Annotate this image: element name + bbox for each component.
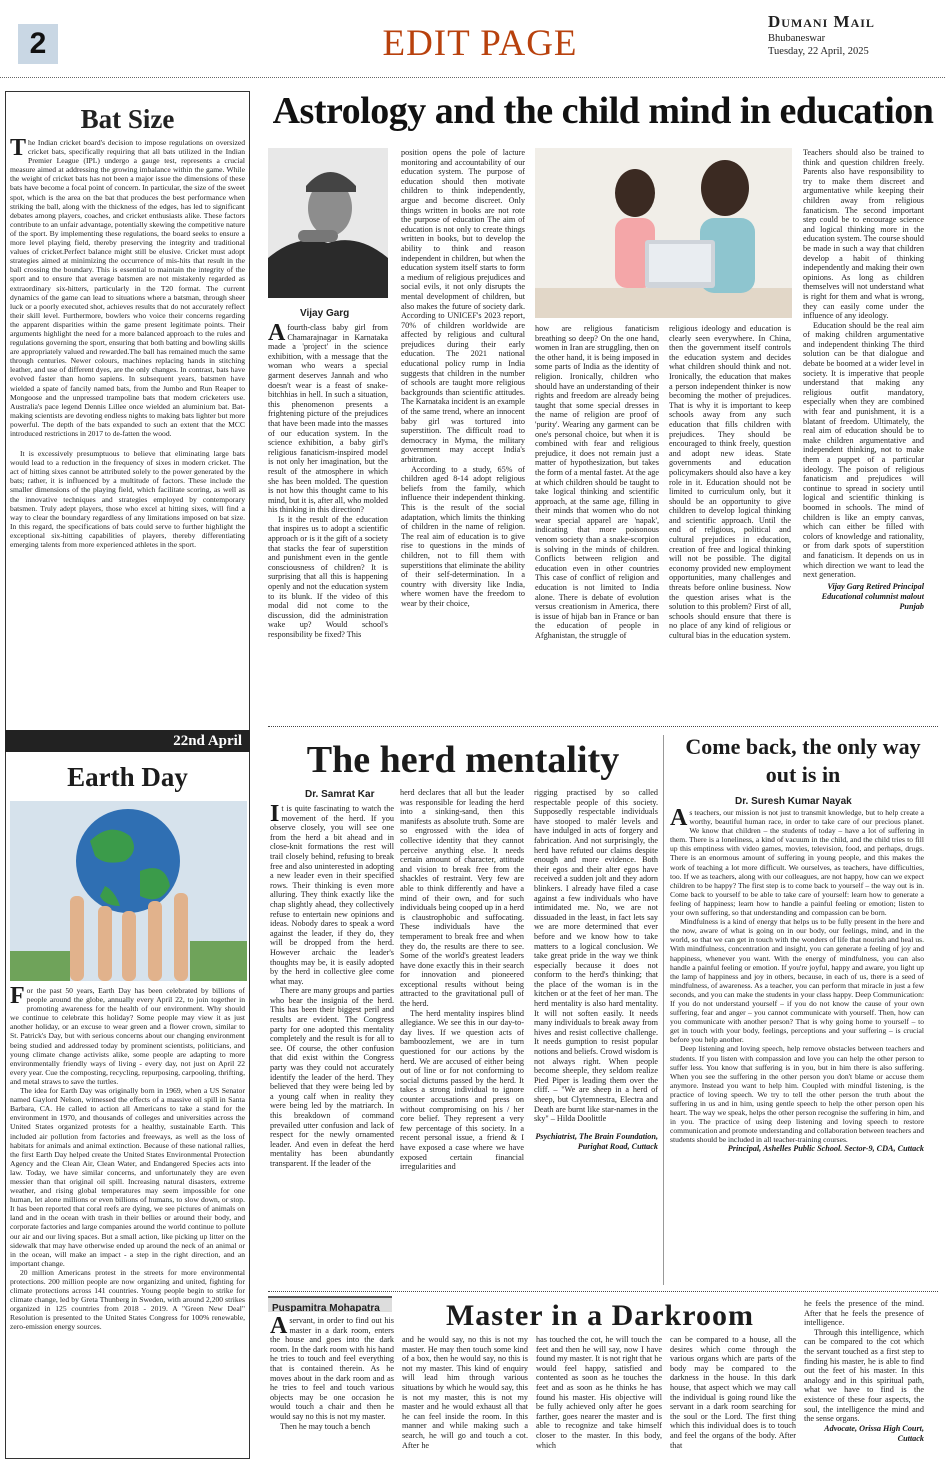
city: Bhubaneswar bbox=[768, 33, 826, 44]
come-back-signature: Principal, Ashelles Public School. Sector-9, CDA, Cuttack bbox=[727, 1144, 924, 1154]
come-back-headline: Come back, the only way out is in bbox=[685, 734, 921, 787]
astrology-col-1 bbox=[268, 323, 388, 720]
master-para: can be compared to a house, all the desires which come through the various organs which are parts of the body may be compared to the darkness in the house. In this dark house, that aspect which we may call the individual is going round like the servant in a dark room searching for the soul or the Lord. The first thing which this individual does is to touch and feel the organs of the body. After that bbox=[670, 1335, 796, 1450]
master-para: and he would say, no this is not my master. He may then touch some kind of a box, then he would say, no this is not my master. This kind of enquiry will lead him through various situations by which he would say, this is not my master, this is not my master and he would exhaust all that he can feel inside the room. In this manner and while making such a search, he will go and touch a cot. After he bbox=[402, 1335, 528, 1450]
astrology-para: Teachers should also be trained to think and question children freely. Parents also have responsibility to try to make them discreet and argumentative while keeping their children away from religious fanaticism. The second important step could be to encourage science and logical thinking more in the education system. The course should be made in such a way that children develop a habit of thinking independently and making their own opinions. As long as children themselves will not understand what is right for them and what is wrong, they can easily come under the influence of any ideology. bbox=[803, 148, 924, 321]
herd-para: There are many groups and parties who bear the insignia of the herd. This has been their biggest peril and results are evident. The Congress party for one adopted this mentality completely and the result is for all to see. Of course, the other confusion that did exist within the Congress party was they could not accurately identify the leader of the herd. They believed that they were being led by a young calf when in reality they were being led by the matriarch. In this breakdown of command prevailed utter confusion and lack of respect for the newly ornamented leader. And even in defeat the herd mentality has been abundantly transparent. If the leader of the bbox=[270, 986, 394, 1168]
astrology-signature: Vijay Garg Retired Principal Educational columnist malout Punjab bbox=[821, 581, 924, 611]
astrology-para: how are religious fanaticism breathing so deep? On the one hand, women in Iran are struggling, then on the other hand, it is being imposed in some parts of India as the identity of religion. Ironically, children who should have an understanding of their rights and freedom are already being taught that some special dresses in the name of religion are proof of 'purity'. Wearing any garment can be one's personal choice, but when it is combined with fear and religious prejudice, it does not remain just a matter of hypothesization, but takes the form of a mental fastet. At the age at which children should be taught to take logical thinking and scientific approach, at the same age, filling in their minds that women who do not wear special apparel are 'napak', indicating that more poisonous venom society than a snake-scorpion is solving in the minds of children. Conflicts between religion and education even in other countries This case of conflict of religion and education is not limited to India alone. There is debate of evolution versus creationism in America, there is issue of hijab ban in France or ban the education of people in Afghanistan, the struggle of bbox=[535, 324, 659, 640]
herd-para: The herd mentality inspires blind allegiance. We see this in our day-to-day lives. If we question acts of bamboozlement, we are in turn questioned for our actions by the herd. We are accused of either being out of line or for not conforming to social dictums passed by the herd. It takes a strong individual to ignore counter accusations and press on without compromising on his / her core belief. They represent a very few percentage of this society. In a recent personal issue, a friend & I have exposed a case where we have exposed certain financial irregularities and bbox=[400, 1008, 524, 1172]
astrology-para: According to a study, 65% of children aged 8-14 adopt religious beliefs from the family, which influence their independent thinking. This is the result of the social adaptation, which limits the thinking of children in the name of religion. The real aim of education is to give rise to questions in the minds of children, not to fill them with superstitions that eliminate the ability of their self-determination. In a country with diversity like India, where women have the freedom to wear by their choice, bbox=[401, 464, 525, 608]
masthead bbox=[768, 12, 938, 72]
master-col-5 bbox=[804, 1299, 924, 1461]
astrology-col-3 bbox=[535, 324, 659, 720]
lower-divider bbox=[268, 1291, 938, 1292]
master-col-4 bbox=[670, 1335, 796, 1461]
earth-day-article bbox=[10, 986, 245, 1456]
herd-headline: The herd mentality bbox=[306, 739, 620, 781]
earth-day-para-1: For the past 50 years, Earth Day has been celebrated by billions of people around the globe, annually every April 22, to join together in promoting awareness for the health of our environment. Why should we continue to celebrate this holiday? Some people may view it as just another holiday, or an excuse to wear green and a flower crown, similar to St. Patrick's Day, but with serious concerns about our changing environment being studied and addressed today by prominent scientists, politicians, and young climate change activists alike, some people are adapting to more environmentally friendly ways of living - every day, not just on April 22 every year. Cue the composting, recycling, repurposing, carpooling, thrifting, and metal straws to save the turtles. bbox=[10, 986, 245, 1086]
date: Tuesday, 22 April, 2025 bbox=[768, 46, 869, 57]
master-signature: Advocate, Orissa High Court, Cuttack bbox=[824, 1423, 924, 1443]
globe-hands-illustration bbox=[10, 801, 247, 981]
astrology-para: Afourth-class baby girl from Chamarajnagar in Karnataka made a 'project' in the science exhibition, with a message that the woman who wears a special garment deserves Jannah and who doesn't wear is a feast of snake-bitchhias in hell. In such a situation, this phenomenon presents a frightening picture of the prejudices that have been made into the masses of our education system. In the science exhibition, a baby girl's religious fanaticism-inspired model is not only her imagination, but the result of the atmosphere in which she has been molded. The question is not how this thought came to his mind, but it is, after all, who molded his thinking in this direction? bbox=[268, 323, 388, 515]
astrology-col-4 bbox=[669, 324, 791, 720]
earth-day-date-bar: 22nd April bbox=[5, 730, 250, 752]
master-author: Puspamitra Mohapatra bbox=[272, 1303, 380, 1312]
master-para: has touched the cot, he will touch the feet and then he will say, now I have found my master. It is not right that he would feel happy, satisfied and contented as soon as he touches the feet and as soon as he thinks he has found his master. His objective will be fully achieved only after he goes farther, goes nearer the master and is able to recognize and take himself closer to the master. In this body, which bbox=[536, 1335, 662, 1450]
master-para: Then he may touch a bench bbox=[280, 1421, 371, 1431]
page-number: 2 bbox=[18, 24, 58, 64]
come-back-author: Dr. Suresh Kumar Nayak bbox=[735, 796, 852, 807]
master-para: he feels the presence of the mind. After that he feels the presence of intelligence. bbox=[804, 1299, 924, 1328]
earth-day-para-3: 20 million Americans protest in the streets for more environmental protections. 200 million people are now organizing and united, fighting for climate protections across 141 countries. Young people begin to strike for climate change, led by Greta Thunberg in Sweden, with around 2,200 strikes organized in 125 countries from 2018 - 2019. A "Green New Deal" Resolution is presented to the United States Congress for 100% renewable, zero-emission energy sources. bbox=[10, 1267, 245, 1332]
astrology-para: Education should be the real aim of making children argumentative and independent thinking The third solution can be that dialogue and debate be boomed at a wider level in society. It is imperative that people understand that making any religious outfit mandatory, especially when they are combined with fear and punishment, it is a blatant of freedom. Ultimately, the real aim of education should be to make children argumentative and independent thinking, not to make them a puppet of a particular ideology. The poison of religious fanaticism and prejudices will continue to spread in society until logical and scientific thinking is boomed in schools. The mind of children is like an empty canvas, which can either be filled with colors of knowledge and rationality, or from dark spots of superstition and fanaticism. It depends on us in which direction we want to lead the next generation. bbox=[803, 320, 924, 580]
header-divider bbox=[0, 77, 945, 78]
earth-day-title: Earth Day bbox=[67, 762, 188, 792]
herd-author: Dr. Samrat Kar bbox=[305, 789, 375, 800]
astrology-para: Is it the result of the education that inspires us to adopt a scientific approach or is it the gift of a society that stacks the fear of superstition and punishment even in the gentle consciousness of children? It is surprising that all this is happening openly and not the education system to its blunk. If the video of this modal did not come to the discussion, did the administration wake up? Would school's responsibility be fixed? This bbox=[268, 514, 388, 639]
bat-size-para-2: It is excessively presumptuous to believe that eliminating large bats would lead to a reduction in the frequency of sixes in modern cricket. The act of hitting sixes cannot be attributed solely to the power generated by the bats; rather, it is influenced by a multitude of factors. These include the smaller dimensions of the playing field, which facilitate scoring, as well as the innovative techniques and strategies employed by contemporary batsmen. Truly adept players, those who excel at hitting sixes, will find a way to clear the boundary regardless of any limitations imposed on bat size. In this regard, the specifications of bats could serve to further highlight the exceptional six-hitting capabilities of players, thereby differentiating emerging talents from more experienced athletes in the sport. bbox=[10, 449, 245, 550]
earth-day-photo bbox=[10, 801, 247, 981]
master-col-3 bbox=[536, 1335, 662, 1461]
mid-divider bbox=[268, 726, 938, 727]
bat-size-para-1: The Indian cricket board's decision to impose regulations on oversized cricket bats, specifically requiring that all bats utilized in the Indian Premier League (IPL) undergo a gauge test, represents a crucial measure aimed at addressing the growing imbalance within the game. While the weight of cricket bats has not been a major issue the dimensions of these bats have become a focal point of concern. In particular, the size of the sweet spot, which is the area on the bat that produces the best performance when striking the ball, along with the thickness of the edges, has led to significant debates among players, coaches, and cricket enthusiasts alike. These factors contribute to an unfair advantage, potentially skewing the competitive nature of the sport. By implementing these regulations, the board seeks to ensure a more level playing field, thereby preserving the integrity and traditional values of cricket.Perfect balance might still be elusive. Cricket must adopt strategies aimed at minimizing the occurrence of mis-hits that result in the ball crossing the boundary. This is essential to maintain the integrity of the sport and to ensure that average batsmen are not mistakenly regarded as extraordinary six-hitters, particularly in the T20 format. The current dynamics of the game can lead to situations where a batsman, through sheer luck or a poorly executed shot, achieves results that do not accurately reflect their skill level. Furthermore, bowlers who voice their concerns regarding the apparent disparities within the game present legitimate points. Their arguments highlight the need for a more balanced approach to the rules and regulations governing the sport, ensuring that both batting and bowling skills are appropriately valued and rewarded.The ball has remained much the same through centuries. Newer colours, machines replacing hands in stitching leather, and use of different dyes, are the only changes. In contrast, bats have evolved faster than homo sapiens. In subsequent years, batsmen have wielded a spate of fancily named bats, from the Jumbo and Run Reaper to Mongoose and the unpressed trampoline bats that modern cricketers use. Australia's pace legend Dennis Lillee once wielded an aluminium bat. Bat-making scientists are devoting endless nights to making bats lighter but more powerful. The depth of the bats expanded to such an extent that the MCC introduced restrictions in 2017 to de-fatten the wood. bbox=[10, 135, 245, 438]
come-back-article bbox=[670, 808, 924, 1286]
come-back-para: As teachers, our mission is not just to transmit knowledge, but to help create a worthy, beautiful human race, in order to take care of our precious planet. We know that children – the students of today – have a lot of suffering in them. There is a loneliness, a kind of vacuum in the child, and the child tries to fill up this emptiness with video games, movies, television, food, and perhaps, drugs. There is an enormous amount of suffering in young people, and this makes the work of teaching a lot more difficult. We ourselves, as teachers, have difficulties, too. If we as teachers, along with our colleagues, are not happy, how can we expect children to be happy? The first step is to come back to yourself – the way out is in. Come back to yourself to be able to take care of yourself: learn how to generate a feeling of happiness; learn how to handle a painful feeling or emotion; listen to your own suffering, so that understanding and compassion can be born. bbox=[670, 808, 924, 918]
master-author-bar bbox=[268, 1296, 392, 1312]
herd-signature: Psychiatrist, The Brain Foundation, Purighat Road, Cuttack bbox=[535, 1131, 658, 1151]
herd-col-3 bbox=[534, 788, 658, 1286]
bat-size-title: Bat Size bbox=[80, 104, 175, 134]
teacher-child-illustration bbox=[535, 148, 792, 318]
come-back-para: Deep listening and loving speech, help remove obstacles between teachers and students. If you listen with compassion and love you can help the other person to suffer less. You know that suffering is in you, but in him there is also suffering. When you see the suffering in the other person you don't blame or accuse them anymore. Instead you want to help him. Coupled with mindful listening, is the practice of loving speech. We try to tell the other person the truth about the suffering in us and in him, using gentle speech to help the other person open his heart. The way we speak, helps the other person recognise the suffering in him, and in you. The practice of using deep listening and loving speech to restore communication and promote understanding and collaboration between teachers and students should be included in all teacher-training courses. bbox=[670, 1044, 924, 1145]
teacher-child-photo bbox=[535, 148, 792, 318]
earth-day-para-2: The idea for Earth Day was originally born in 1969, when a US Senator named Gaylord Nelson, witnessed the effects of a massive oil spill in Santa Barbara, CA. He called to action all Americans to take a stand for the environment in 1970, and thousands of colleges and universities across the United States organized protests for a healthy, sustainable Earth. This included air pollution from factories and freeways, as well as the loss of habitats for animals and animal extinction. Because of these national rallies, the first Earth Day helped create the United States Environmental Protection Agency and the Clean Air, Clean Water, and Endangered Species acts into law. Today, we have similar concerns, and unfortunately they are even messier than that original oil spill. Increasing natural disasters, extreme weather, and rising global temperatures may seem impossible for one human, let alone millions or even billions of humans, to slow down, or stop. It has been reported that coral reefs are dying, we see pictures of animals on land and in the ocean with trash in their bellies or around their body, and corporate factories and large companies around the world continue to pollute our air and our living spaces. But a small action, like picking up litter on the sidewalk that may have otherwise ended up around the neck of an animal or in the ocean, will make an impact - a step in the right direction, and an important change. bbox=[10, 1086, 245, 1268]
author-photo bbox=[268, 148, 388, 298]
herd-col-2 bbox=[400, 788, 524, 1286]
bat-size-article bbox=[10, 96, 245, 722]
master-headline: Master in a Darkroom bbox=[445, 1299, 755, 1332]
astrology-para: religious ideology and education is clearly seen everywhere. In China, then the government itself controls the education system and decides what children should think and not. Ironically, the education that makes a person independent thinker is now becoming the mother of prejudices. That is why it is important to keep schools away from any such education that fills children with prejudices. They should be encouraged to think freely, question and adopt new ideas. State governments and education policymakers should also have a key role in it. Education should not be limited to curriculum only, but it should be an opportunity to give children to develop logical thinking and scientific approach. Until the end of religious, political and cultural prejudices in education, creation of free and logical thinking will not be possible. The digital economy provided new employment opportunities, many challenges and threats before online business. Now the question arises what is the solution to this problem? First of all, schools should ensure that there is no place of any kind of religious or cultural bias in the education system. bbox=[669, 324, 791, 640]
master-col-1 bbox=[270, 1316, 394, 1461]
astrology-author: Vijay Garg bbox=[300, 308, 350, 319]
astrology-headline: Astrology and the child mind in education bbox=[272, 90, 934, 132]
section-title: EDIT PAGE bbox=[382, 23, 578, 64]
astrology-col-2 bbox=[401, 148, 525, 720]
herd-para: rigging practised by so called respectable people of this society. Supposedly respectable individuals have stooped to malér levels and have indulged in acts of forgery and fabrication. And not surprisingly, the herd have refuted our claims despite enough and more evidence. Both their egos and their alter egos have received a sudden jolt and they adorn blinkers. I already have filed a case against a few individuals who have intimidated me. No, we are not dissuaded in the least, in fact lets say we are more determined that ever before and we know how to take matters to a logical conclusion. We take great pride in the way we think especially because it does not conform to the herd's thinking; that the place of the woman is in the kitchen or at the feet of her man. The herd mentality is also hard mentality. It will not soften easily. It needs many individuals to break away from hives and resist collective challenge. It needs gumption to resist popular notions and beliefs. Crowd wisdom is not always right. When people become sheeple, they seldom realize Pied Piper is leading them over the cliff. – "We are sheep in a herd of sheep, but Clytemnestra, Electra and Death are burnt like star-names in the sky" – Hilda Doolittle bbox=[534, 788, 658, 1124]
come-back-para: Mindfulness is a kind of energy that helps us to be fully present in the here and the now, aware of what is going on in our body, our feelings, mind, and in the world, so that we can get in touch with the wonders of life that nourish and heal us. With mindfulness, concentration and insight, you can generate a feeling of joy and happiness, whenever you want. With the energy of mindfulness, you can also handle a painful feeling or emotion. If you're joyful, happy and aware, you light up the lamp of happiness and joy in others, because, in each of us, there is a seed of mindfulness, of awareness. As a teacher, you can perform that miracle in just a few seconds, and you can make the students in your class happy. Deep Communication: If you do not understand yourself – if you do not know the cause of your own suffering, fear and anger – you cannot communicate with yourself. Then, how can you communicate with another person? That is why going home to yourself – to get in touch with your body, feelings, perceptions and your suffering – is crucial before you help another. bbox=[670, 917, 924, 1045]
paper-name: Dumani Mail bbox=[768, 12, 875, 31]
author-portrait bbox=[268, 148, 388, 298]
herd-col-1 bbox=[270, 804, 394, 1286]
master-para: Through this intelligence, which can be compared to the cot which the servant touched as a first step to finding his master, he is able to find out the feet of his master. In this analogy and in this spiritual path, what we have to find is the existence of these four aspects, the soul, the intelligence the mind and the sense organs. bbox=[804, 1327, 924, 1424]
astrology-para: position opens the pole of lacture monitoring and accountability of our education system. The purpose of education should then motivate children to think independently, argue and become discreet. Only things written in books are not rote the purpose of education The aim of education is not only to create things written in books, but to develop the ability to think and reason independent in children, but when the education system itself starts to form a medium of religious prejudices and social evils, it not only disrupts the mental development of children, but also makes the future of society dark. According to UNICEF's 2023 report, 70% of children worldwide are affected by religious and cultural prejudices during their early education. The 2021 national educational policy rump in India suggests that children in the number of schools are taught more religious backgrounds than scientific attitudes. The Karnataka incident is an example of the same trend, where an innocent baby girl was tortured into superstition. The difficult road to democracy in Myma, the military government may accept India's arbitration. bbox=[401, 148, 525, 464]
astrology-col-5 bbox=[803, 148, 924, 720]
herd-para: herd declares that all but the leader was responsible for leading the herd into a sinking-sand, then this manifests as absolute truth. Some are so engrossed with the idea of collective identity that they cannot perceive anything else. It needs certain amount of character, attitude and vision to break free from the shackles of restraint. Very few are able to think differently and have a mind of their own, and for such individuals being cooped up in a herd is claustrophobic and suffocating. These individuals have the temperament to break free and when they do, the results are there to see. Some of the world's greatest leaders have done exactly this in their search for innovation and pioneered exceptional results without being attracted to the gravitational pull of the herd. bbox=[400, 788, 524, 1009]
herd-para: It is quite fascinating to watch the movement of the herd. If you observe closely, you will see one from the herd a bit ahead and in close-knit formations the rest will trail closely behind, refusing to break free and also uninterested in adopting a new leader even in their specified rows. Their thinking is even more alluring. They think exactly like the chap slightly ahead, they collectively refuse to entertain new opinions and ideas. Nobody dares to speak a word against the leader, if they do, they will be dropped from the herd. However archaic the leader's thoughts may be, it is easily adopted by the herd in collective glee come what may. bbox=[270, 804, 394, 986]
column-separator bbox=[663, 735, 664, 1285]
master-para: Aservant, in order to find out his master in a dark room, enters the house and goes into the dark room. In the dark room with his hand he tries to touch and feel everything that is contained therein. As he moves about in the dark room and as he tries to feel and touch various objects may be one occasion he would touch a chair and then he would say no this is not my master. bbox=[270, 1316, 394, 1421]
master-col-2 bbox=[402, 1335, 528, 1461]
